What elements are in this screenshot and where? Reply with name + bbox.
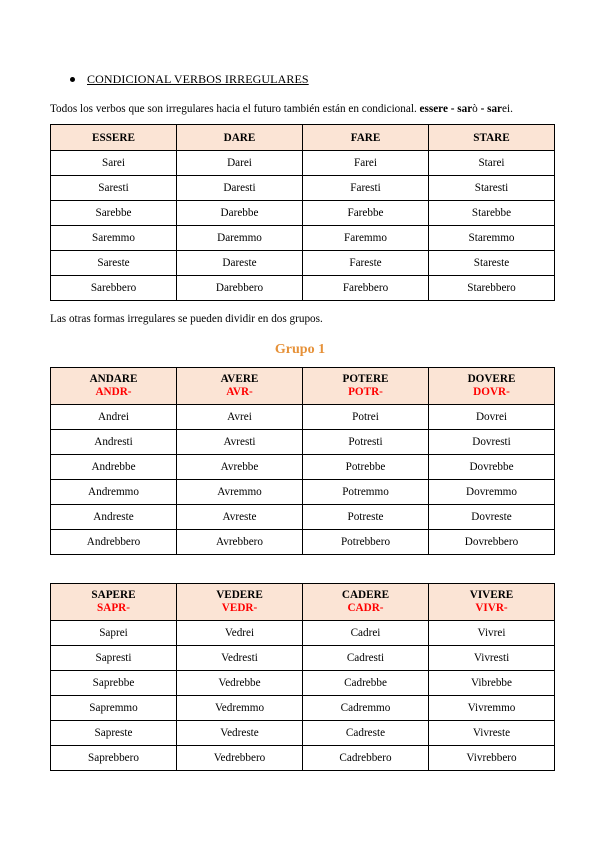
table-cell: Sarebbe (51, 201, 177, 226)
header-cell: STARE (429, 125, 555, 151)
verb-label: VIVERE (469, 589, 514, 601)
stem-label: VEDR- (221, 602, 258, 614)
table-cell: Potrebbero (303, 530, 429, 555)
table-cell: Faremmo (303, 226, 429, 251)
table-cell: Darebbero (177, 276, 303, 301)
stem-label: CADR- (347, 602, 384, 614)
table-cell: Staremmo (429, 226, 555, 251)
table-cell: Daremmo (177, 226, 303, 251)
heading-text: CONDICIONAL VERBOS IRREGULARES (87, 72, 309, 86)
stem-label: AVR- (226, 386, 253, 398)
stem-label: SAPR- (97, 602, 130, 614)
intro-sarei-bold: sar (487, 103, 503, 115)
table-cell: Potrebbe (303, 455, 429, 480)
table-cell: Vedrebbero (177, 746, 303, 771)
table-cell: Cadremmo (303, 696, 429, 721)
table-cell: Vivresti (429, 646, 555, 671)
table-cell: Andrebbe (51, 455, 177, 480)
intro-saro-bold: sar (457, 103, 473, 115)
table-cell: Vedreste (177, 721, 303, 746)
table-cell: Saprei (51, 621, 177, 646)
table-row (51, 405, 555, 430)
table-cell: Darei (177, 151, 303, 176)
header-cell (51, 368, 177, 405)
intro-text: Todos los verbos que son irregulares hacia el futuro también están en condicional. (50, 103, 417, 115)
table-header-row (51, 125, 555, 151)
table-cell: Saprebbe (51, 671, 177, 696)
table-cell: Andremmo (51, 480, 177, 505)
table-cell: Starebbe (429, 201, 555, 226)
table-cell: Saremmo (51, 226, 177, 251)
table-cell: Dovreste (429, 505, 555, 530)
intro-sep-2: - (480, 103, 485, 115)
table-cell: Vedremmo (177, 696, 303, 721)
table-cell: Sarebbero (51, 276, 177, 301)
bullet-icon (70, 77, 75, 82)
table-cell: Dareste (177, 251, 303, 276)
table-cell: Cadrebbero (303, 746, 429, 771)
section-heading (70, 72, 309, 87)
table-row (51, 276, 555, 301)
header-cell (429, 584, 555, 621)
table-row (51, 251, 555, 276)
table-row (51, 721, 555, 746)
table-cell: Andrei (51, 405, 177, 430)
table-cell: Avrebbero (177, 530, 303, 555)
intro-sarei-rest: ei. (502, 103, 513, 115)
table-cell: Sapreste (51, 721, 177, 746)
table-cell: Vibrebbe (429, 671, 555, 696)
header-cell (177, 584, 303, 621)
table-cell: Avrei (177, 405, 303, 430)
intro-essere: essere (419, 103, 448, 115)
table-group1-b (50, 583, 555, 771)
table-cell: Fareste (303, 251, 429, 276)
table-row (51, 621, 555, 646)
table-essere-dare-fare-stare (50, 124, 555, 301)
table-cell: Saresti (51, 176, 177, 201)
verb-label: AVERE (220, 373, 259, 385)
intro-sep-1: - (450, 103, 455, 115)
table-cell: Andreste (51, 505, 177, 530)
table-row (51, 201, 555, 226)
table-cell: Potrei (303, 405, 429, 430)
intro-saro-rest: ò (472, 103, 478, 115)
table-row (51, 151, 555, 176)
table-cell: Potresti (303, 430, 429, 455)
verb-label: ANDARE (89, 373, 138, 385)
header-cell (51, 584, 177, 621)
table-cell: Vedrei (177, 621, 303, 646)
table-cell: Daresti (177, 176, 303, 201)
table-cell: Avremmo (177, 480, 303, 505)
table-cell: Vedrebbe (177, 671, 303, 696)
table-row (51, 505, 555, 530)
table-cell: Vivreste (429, 721, 555, 746)
table-row (51, 176, 555, 201)
table-cell: Vivrei (429, 621, 555, 646)
verb-label: CADERE (341, 589, 390, 601)
table-cell: Cadreste (303, 721, 429, 746)
table-header-row (51, 368, 555, 405)
table-cell: Starei (429, 151, 555, 176)
table-cell: Andresti (51, 430, 177, 455)
verb-label: POTERE (342, 373, 389, 385)
verb-label: DOVERE (467, 373, 516, 385)
group-title: Grupo 1 (274, 342, 326, 357)
table-cell: Vedresti (177, 646, 303, 671)
note-paragraph: Las otras formas irregulares se pueden dividir en dos grupos. (50, 313, 323, 325)
table-cell: Dovresti (429, 430, 555, 455)
header-cell: DARE (177, 125, 303, 151)
stem-label: VIVR- (475, 602, 508, 614)
table-group1-a (50, 367, 555, 555)
table-row (51, 430, 555, 455)
table-cell: Andrebbero (51, 530, 177, 555)
table-row (51, 480, 555, 505)
stem-label: DOVR- (473, 386, 510, 398)
table-cell: Dovrebbero (429, 530, 555, 555)
stem-label: ANDR- (95, 386, 132, 398)
table-cell: Sapremmo (51, 696, 177, 721)
verb-label: VEDERE (216, 589, 263, 601)
table-cell: Farei (303, 151, 429, 176)
table-cell: Dovrebbe (429, 455, 555, 480)
table-cell: Saprebbero (51, 746, 177, 771)
stem-label: POTR- (348, 386, 383, 398)
table-cell: Faresti (303, 176, 429, 201)
table-cell: Avresti (177, 430, 303, 455)
table-cell: Vivremmo (429, 696, 555, 721)
table-cell: Cadrebbe (303, 671, 429, 696)
header-cell (303, 584, 429, 621)
table-cell: Cadresti (303, 646, 429, 671)
table-cell: Dovremmo (429, 480, 555, 505)
table-cell: Stareste (429, 251, 555, 276)
table-cell: Dovrei (429, 405, 555, 430)
table-row (51, 226, 555, 251)
table-cell: Staresti (429, 176, 555, 201)
table-cell: Vivrebbero (429, 746, 555, 771)
header-cell (303, 368, 429, 405)
table-cell: Starebbero (429, 276, 555, 301)
table-row (51, 671, 555, 696)
table-row (51, 696, 555, 721)
header-cell: ESSERE (51, 125, 177, 151)
table-cell: Sapresti (51, 646, 177, 671)
header-cell (177, 368, 303, 405)
table-row (51, 646, 555, 671)
table-cell: Avrebbe (177, 455, 303, 480)
table-cell: Avreste (177, 505, 303, 530)
intro-paragraph (50, 103, 513, 115)
header-cell (429, 368, 555, 405)
table-cell: Farebbe (303, 201, 429, 226)
table-cell: Darebbe (177, 201, 303, 226)
table-cell: Potreste (303, 505, 429, 530)
table-header-row (51, 584, 555, 621)
table-cell: Sarei (51, 151, 177, 176)
table-row (51, 455, 555, 480)
header-cell: FARE (303, 125, 429, 151)
table-row (51, 530, 555, 555)
table-cell: Cadrei (303, 621, 429, 646)
table-cell: Farebbero (303, 276, 429, 301)
verb-label: SAPERE (91, 589, 136, 601)
table-cell: Sareste (51, 251, 177, 276)
table-cell: Potremmo (303, 480, 429, 505)
table-row (51, 746, 555, 771)
